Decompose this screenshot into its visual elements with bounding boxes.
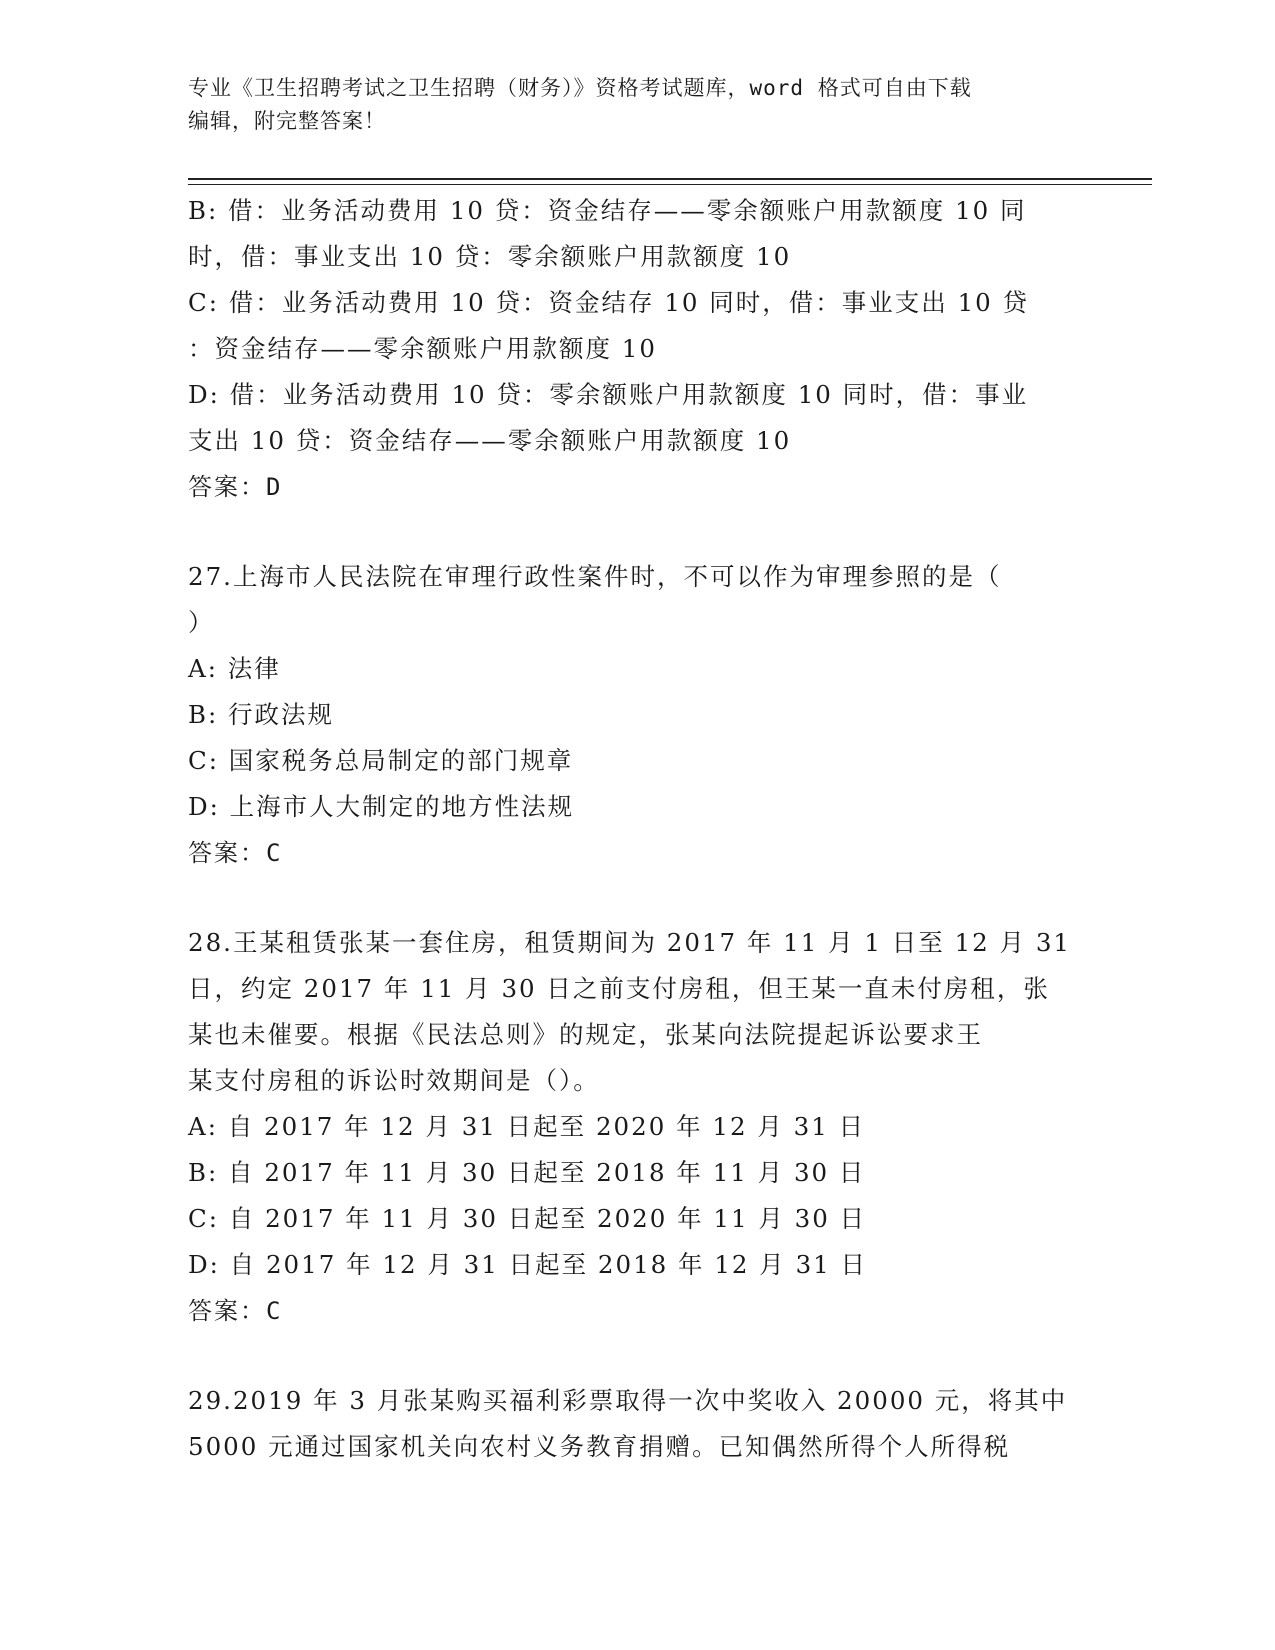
spacer — [188, 510, 1088, 554]
option-line: D: 借：业务活动费用 10 贷：零余额账户用款额度 10 同时，借：事业 — [188, 380, 1029, 409]
answer-line — [188, 830, 1088, 876]
question-text: 日，约定 2017 年 11 月 30 日之前支付房租，但王某一直未付房租，张 — [188, 974, 1050, 1003]
question-text: ） — [188, 608, 215, 637]
option-line: ：资金结存——零余额账户用款额度 10 — [188, 334, 657, 363]
option-d: D: 自 2017 年 12 月 31 日起至 2018 年 12 月 31 日 — [188, 1250, 868, 1279]
option-d: D: 上海市人大制定的地方性法规 — [188, 792, 575, 821]
option-line: 支出 10 贷：资金结存——零余额账户用款额度 10 — [188, 426, 792, 455]
answer-label: 答案： — [188, 473, 266, 501]
option-line: C: 借：业务活动费用 10 贷：资金结存 10 同时，借：事业支出 10 贷 — [188, 288, 1030, 317]
option-b: B: 自 2017 年 11 月 30 日起至 2018 年 11 月 30 日 — [188, 1158, 866, 1187]
option-b: B: 行政法规 — [188, 700, 335, 729]
option-a: A: 法律 — [188, 654, 281, 683]
question-text: 5000 元通过国家机关向农村义务教育捐赠。已知偶然所得个人所得税 — [188, 1432, 1011, 1461]
option-line: B: 借：业务活动费用 10 贷：资金结存——零余额账户用款额度 10 同 — [188, 196, 1027, 225]
question-27 — [188, 554, 1088, 876]
question-28 — [188, 920, 1088, 1334]
question-text: 某支付房租的诉讼时效期间是（）。 — [188, 1066, 600, 1095]
option-a: A: 自 2017 年 12 月 31 日起至 2020 年 12 月 31 日 — [188, 1112, 866, 1141]
question-text: 某也未催要。根据《民法总则》的规定，张某向法院提起诉讼要求王 — [188, 1020, 983, 1049]
answer-line — [188, 1288, 1088, 1334]
option-line: 时，借：事业支出 10 贷：零余额账户用款额度 10 — [188, 242, 792, 271]
question-text: 28.王某租赁张某一套住房，租赁期间为 2017 年 11 月 1 日至 12 月 31 — [188, 928, 1072, 957]
answer-value: D — [266, 473, 283, 501]
header-divider-thin — [188, 184, 1152, 185]
question-text: 27.上海市人民法院在审理行政性案件时，不可以作为审理参照的是（ — [188, 562, 1002, 591]
question-29 — [188, 1378, 1088, 1470]
spacer — [188, 1334, 1088, 1378]
header-divider — [188, 178, 1152, 180]
question-26 — [188, 188, 1088, 510]
answer-value: C — [266, 839, 283, 867]
option-c: C: 自 2017 年 11 月 30 日起至 2020 年 11 月 30 日 — [188, 1204, 867, 1233]
spacer — [188, 876, 1088, 920]
document-header — [188, 72, 1088, 138]
option-c: C: 国家税务总局制定的部门规章 — [188, 746, 574, 775]
header-line: 专业《卫生招聘考试之卫生招聘（财务）》资格考试题库，word 格式可自由下载 — [188, 76, 972, 100]
answer-value: C — [266, 1297, 283, 1325]
question-text: 29.2019 年 3 月张某购买福利彩票取得一次中奖收入 20000 元，将其中 — [188, 1386, 1068, 1415]
answer-label: 答案： — [188, 1297, 266, 1325]
answer-line — [188, 464, 1088, 510]
document-body — [188, 188, 1088, 1470]
answer-label: 答案： — [188, 839, 266, 867]
header-line: 编辑，附完整答案！ — [188, 109, 386, 133]
